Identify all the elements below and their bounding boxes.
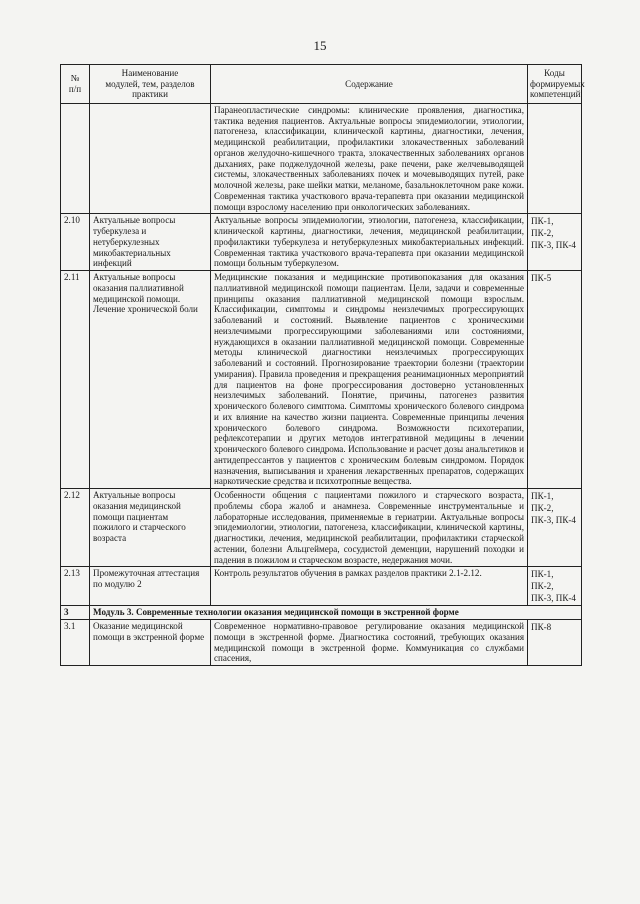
header-module-name: Наименование модулей, тем, разделов практики — [90, 65, 211, 104]
row-topic-name: Оказание медицинской помощи в экстренной форме — [90, 620, 211, 666]
module-title: Модуль 3. Современные технологии оказания медицинской помощи в экстренной форме — [90, 606, 582, 620]
curriculum-table — [60, 64, 585, 666]
row-competency-codes: ПК-1, ПК-2, ПК-3, ПК-4 — [528, 489, 582, 567]
row-content: Паранеопластические синдромы: клинические проявления, диагностика, тактика ведения пациентов. Актуальные вопросы эпидемиологии, этиологии, патогенеза, классификации, клинической картины, диагностики, лечения, медицинской реабилитации, профилактики злокачественных заболеваний органов желудочно-кишечного тракта, злокачественных заболеваниях органов дыханиях, раке поджелудочной железы, раке печени, раке желчевыводящей системы, злокачественных заболеваниях почек и мочевыводящих путей, раке молочной железы, раке шейки матки, меланоме, базальноклеточном раке кожи. Современная тактика участкового врача-терапевта при оказании медицинской помощи взрослому населению при онкологических заболеваниях. — [211, 103, 528, 214]
row-competency-codes: ПК-8 — [528, 620, 582, 666]
row-content: Особенности общения с пациентами пожилого и старческого возраста, проблемы сбора жалоб и анамнеза. Современные инструментальные и лабораторные исследования, применяемые в гериатрии. Актуальные вопросы эпидемиологии, этиологии, патогенеза, классификации, клинической картины, диагностики, лечения, медицинской реабилитации, профилактики старческой астении, болезни Альцгеймера, сосудистой деменции, нарушений походки и падения в пожилом и старческом возрасте, недержания мочи. — [211, 489, 528, 567]
row-competency-codes: ПК-1, ПК-2, ПК-3, ПК-4 — [528, 214, 582, 271]
row-content: Медицинские показания и медицинские противопоказания для оказания паллиативной медицинской помощи пациентам. Цели, задачи и современные принципы оказания паллиативной медицинской помощи взрослым. Классификации, симптомы и синдромы неизлечимых прогрессирующих заболеваний и состояний. Выявление пациентов с хроническими неизлечимыми прогрессирующими заболеваниями или состояниями, нуждающихся в оказании паллиативной медицинской помощи. Современные методы клинической диагностики неизлечимых прогрессирующих заболеваний и состояний. Прогнозирование траектории болезни (траектории умирания). Правила проведения и прекращения реанимационных мероприятий для пациентов на фоне прогрессирования достоверно установленных неизлечимых заболеваний. Понятие, причины, патогенез развития хронического болевого симптома. Симптомы хронического болевого синдрома и их влияние на качество жизни пациента. Современные принципы лечения хронического болевого синдрома. Возможности психотерапии, рефлексотерапии и других методов интегративной медицины в лечении хронического болевого синдрома. Использование и расчет дозы анальгетиков и антидепрессантов у пациентов с хроническим болевым синдромом. Порядок назначения, выписывания и хранения лекарственных препаратов, содержащих наркотические средства и психотропные вещества. — [211, 271, 528, 489]
row-content: Современное нормативно-правовое регулирование оказания медицинской помощи в экстренной форме. Диагностика состояний, требующих оказания медицинской помощи в экстренной форме. Коммуникация со службами спасения, — [211, 620, 528, 666]
header-content: Содержание — [211, 65, 528, 104]
row-content: Актуальные вопросы эпидемиологии, этиологии, патогенеза, классификации, клинической картины, диагностики, лечения, медицинской реабилитации, профилактики туберкулеза и нетуберкулезных микобактериальных инфекций. Современная тактика участкового врача-терапевта при оказании медицинской помощи больным туберкулезом. — [211, 214, 528, 271]
row-number: 2.11 — [61, 271, 90, 489]
table-row — [61, 567, 582, 606]
row-number: 3.1 — [61, 620, 90, 666]
header-competency-codes: Коды формируемых компетенций — [528, 65, 582, 104]
module-number: 3 — [61, 606, 90, 620]
row-competency-codes — [528, 103, 582, 214]
row-number: 2.12 — [61, 489, 90, 567]
row-competency-codes: ПК-5 — [528, 271, 582, 489]
table-row — [61, 489, 582, 567]
row-number — [61, 103, 90, 214]
table-header-row — [61, 65, 582, 104]
row-topic-name — [90, 103, 211, 214]
row-topic-name: Промежуточная аттестация по модулю 2 — [90, 567, 211, 606]
row-topic-name: Актуальные вопросы оказания паллиативной медицинской помощи. Лечение хронической боли — [90, 271, 211, 489]
table-row — [61, 103, 582, 214]
page-number: 15 — [313, 38, 327, 53]
row-competency-codes: ПК-1, ПК-2, ПК-3, ПК-4 — [528, 567, 582, 606]
row-topic-name: Актуальные вопросы оказания медицинской помощи пациентам пожилого и старческого возраста — [90, 489, 211, 567]
table-row — [61, 214, 582, 271]
table-row — [61, 620, 582, 666]
header-number: № п/п — [61, 65, 90, 104]
row-content: Контроль результатов обучения в рамках разделов практики 2.1-2.12. — [211, 567, 528, 606]
row-topic-name: Актуальные вопросы туберкулеза и нетуберкулезных микобактериальных инфекций — [90, 214, 211, 271]
table-row — [61, 271, 582, 489]
row-number: 2.13 — [61, 567, 90, 606]
row-number: 2.10 — [61, 214, 90, 271]
module-header-row — [61, 606, 582, 620]
